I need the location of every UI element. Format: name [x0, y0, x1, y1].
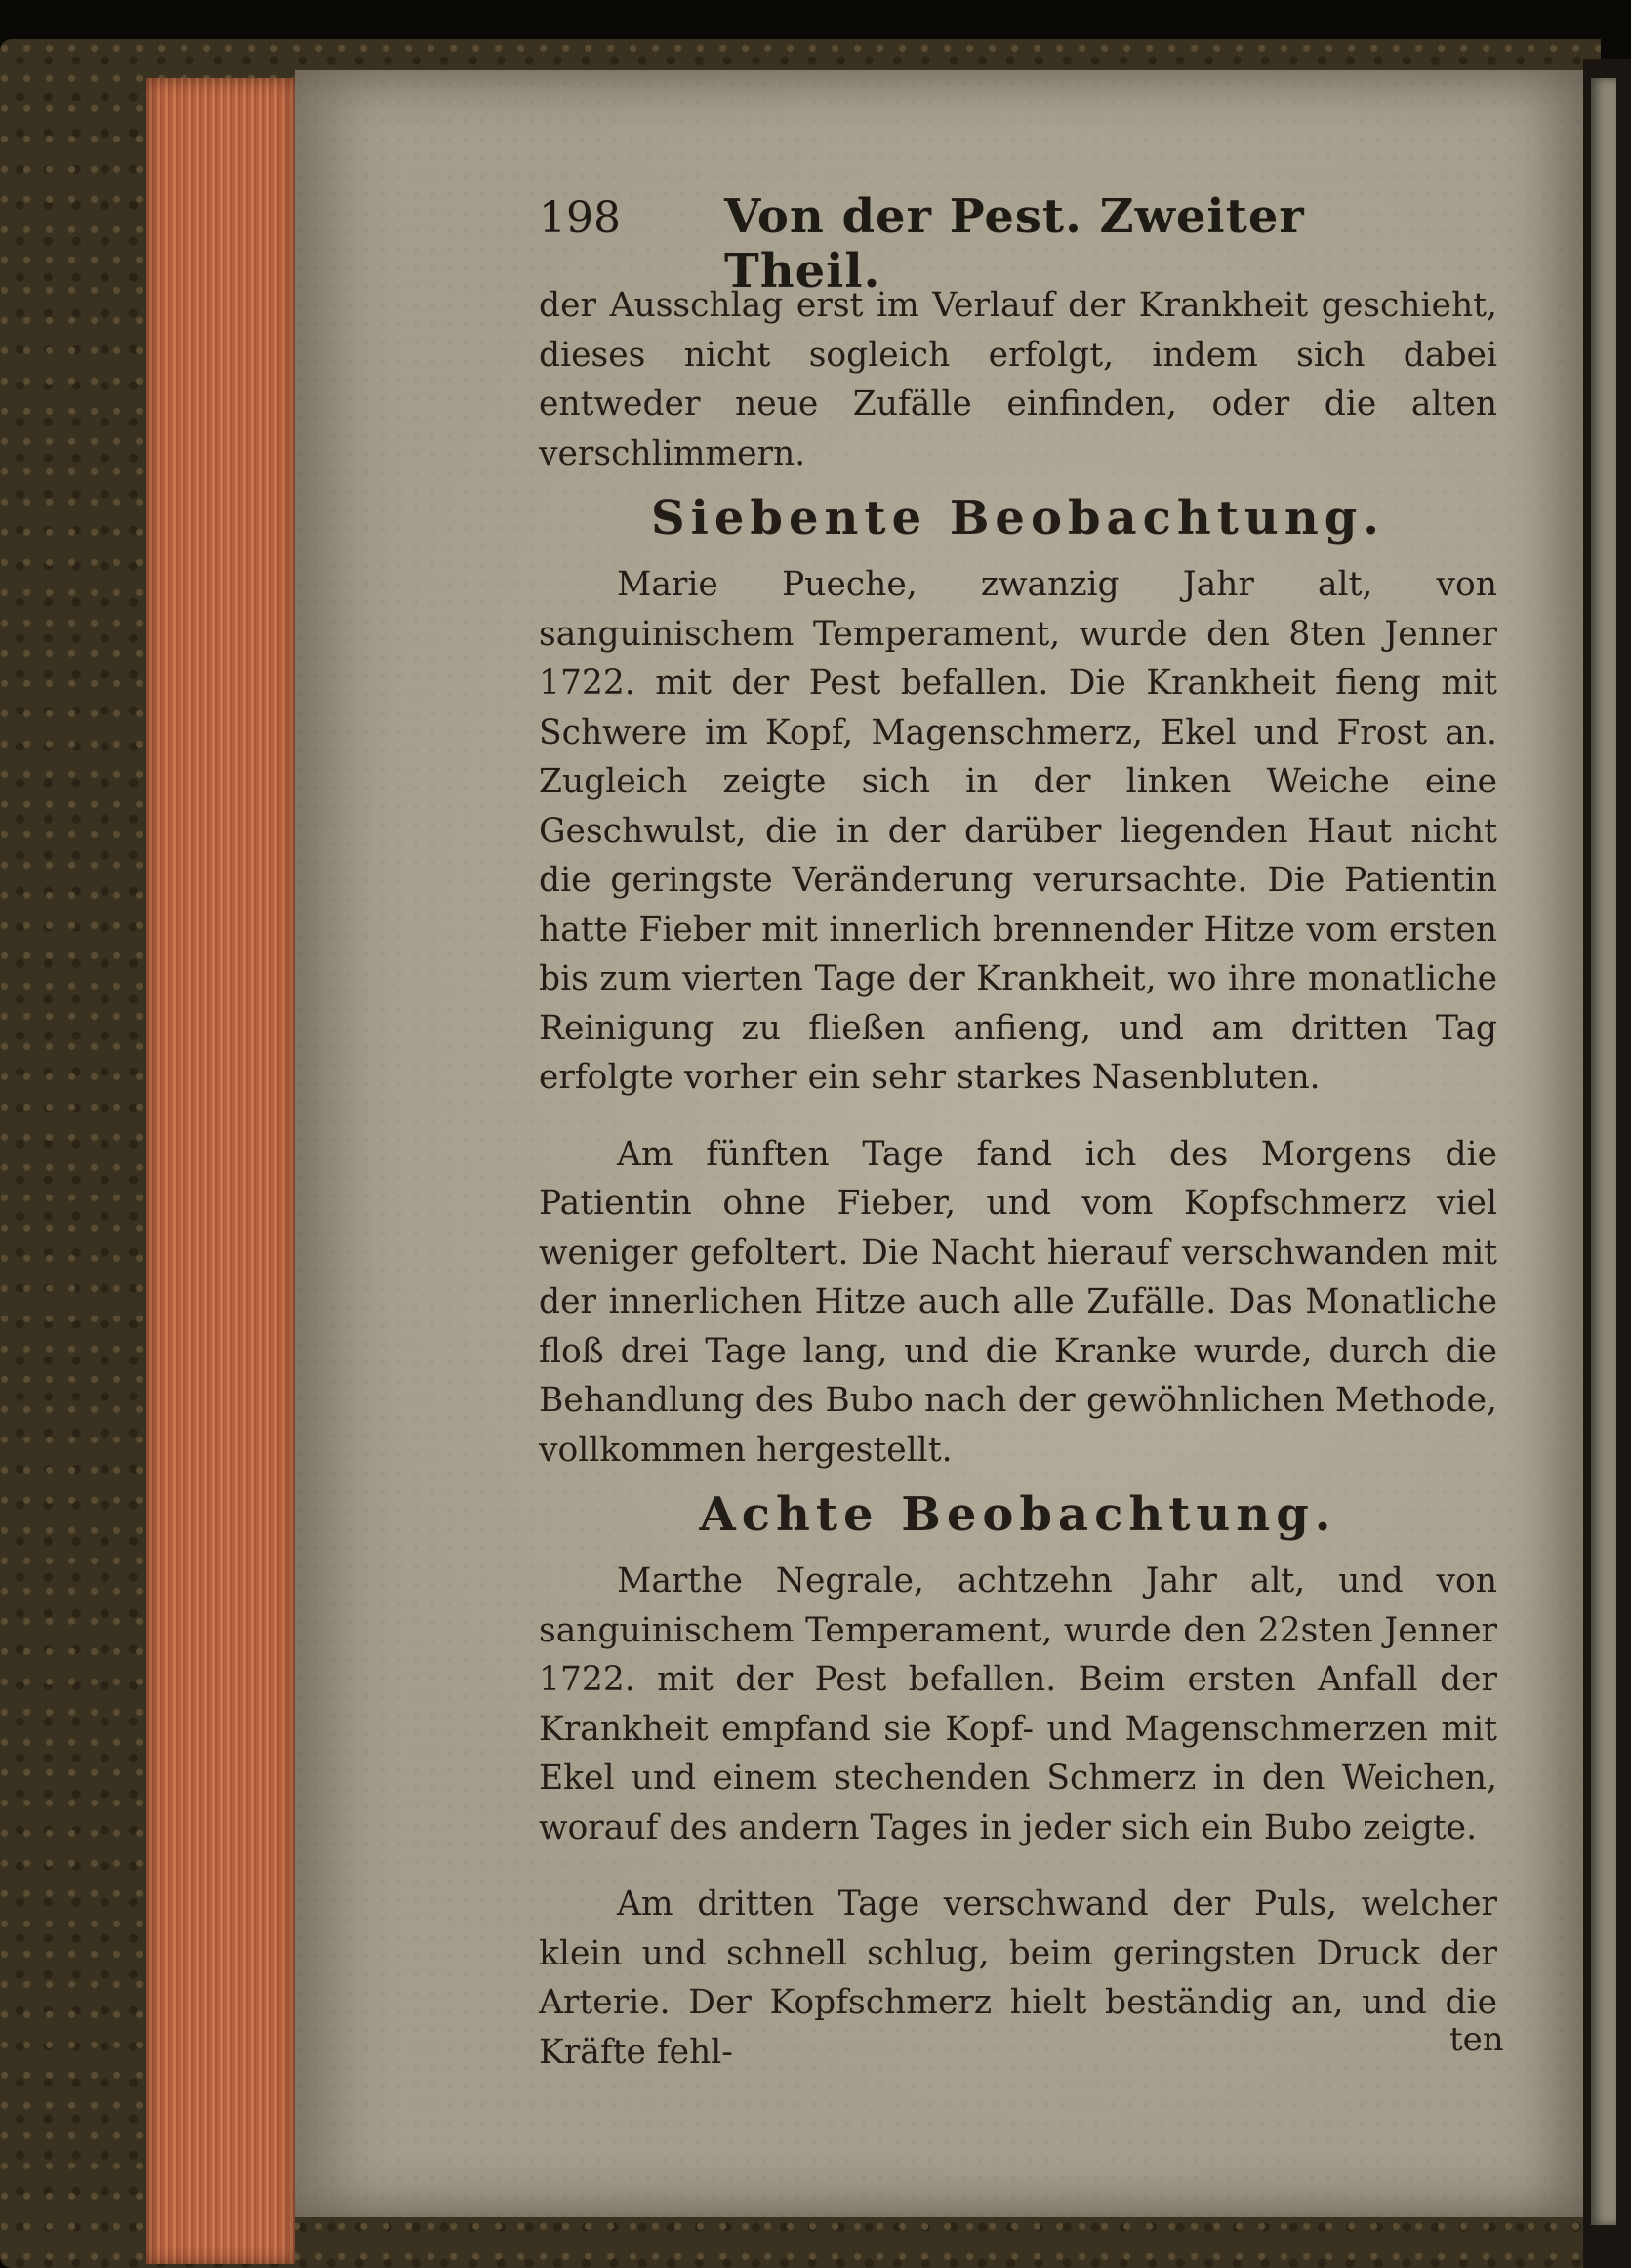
section-heading-observation-8: Achte Beobachtung.	[699, 1487, 1337, 1542]
observation-7-paragraph-2: Am fünften Tage fand ich des Morgens die Patientin ohne Fieber, und vom Kopfschmerz viel weniger gefoltert. Die Nacht hierauf verschwanden mit der innerlichen Hitze auch alle Zufälle. Das Monatliche floß drei Tage lang, und die Kranke wurde, durch die Behandlung des Bubo nach der gewöhnlichen Methode, vollkommen hergestellt.	[539, 1134, 1497, 1470]
page-body	[539, 281, 1497, 2077]
observation-8-paragraph-2: Am dritten Tage verschwand der Puls, welcher klein und schnell schlug, beim geringsten Druck der Arterie. Der Kopfschmerz hielt beständig an, und die Kräfte fehl-	[539, 1884, 1497, 2072]
observation-7-paragraph-1: Marie Pueche, zwanzig Jahr alt, von sanguinischem Temperament, wurde den 8ten Jenner 1722. mit der Pest befallen. Die Krankheit fieng mit Schwere im Kopf, Magenschmerz, Ekel und Frost an. Zugleich zeigte sich in der linken Weiche eine Geschwulst, die in der darüber liegenden Haut nicht die geringste Veränderung verursachte. Die Patientin hatte Fieber mit innerlich brennender Hitze vom ersten bis zum vierten Tage der Krankheit, wo ihre monatliche Reinigung zu fließen anfieng, und am dritten Tag erfolgte vorher ein sehr starkes Nasenbluten.	[539, 565, 1497, 1097]
facing-page-sliver	[1591, 78, 1616, 2225]
paragraph-gap	[539, 1852, 1497, 1880]
paragraph-gap	[539, 1103, 1497, 1130]
page-header	[539, 183, 1329, 299]
section-heading-observation-7: Siebente Beobachtung.	[650, 491, 1385, 546]
running-title: Von der Pest. Zweiter Theil.	[724, 189, 1305, 299]
facing-page-edge	[1583, 59, 1631, 2268]
page-edges	[146, 78, 295, 2264]
continuation-paragraph: der Ausschlag erst im Verlauf der Krankheit geschieht, dieses nicht sogleich erfolgt, indem sich dabei entweder neue Zufälle einfinden, oder die alten verschlimmern.	[539, 286, 1497, 473]
catchword: ten	[1449, 2020, 1504, 2059]
observation-8-paragraph-1: Marthe Negrale, achtzehn Jahr alt, und von sanguinischem Temperament, wurde den 22sten Jenner 1722. mit der Pest befallen. Beim ersten Anfall der Krankheit empfand sie Kopf- und Magenschmerzen mit Ekel und einem stechenden Schmerz in den Weichen, worauf des andern Tages in jeder sich ein Bubo zeigte.	[539, 1561, 1497, 1847]
page-number: 198	[539, 193, 621, 243]
